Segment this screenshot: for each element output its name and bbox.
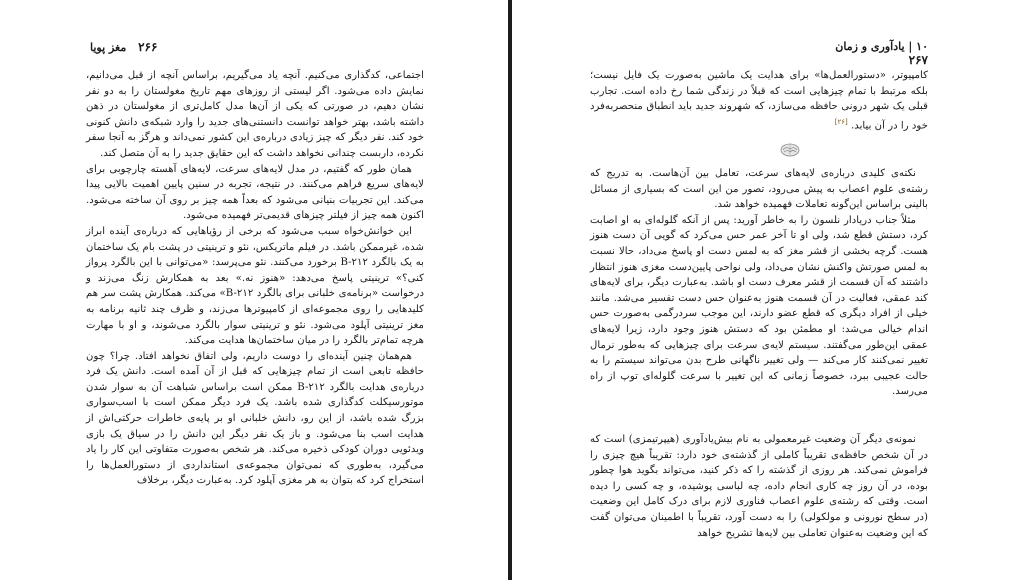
right-intro-paragraph	[590, 68, 928, 134]
right-intro-text	[590, 68, 928, 134]
right-running-head: ۱۰ | یادآوری و زمان	[835, 40, 928, 53]
left-paragraph-3: این خوانش‌خواه سبب می‌شود که برخی از رؤیاهایی که درباره‌ی آینده ابراز شده، غیرممکن باشد. در فیلم ماتریکس، نئو و ترینیتی در پشت بام یک ساختمان به یک بالگرد B-۲۱۲ برخورد می‌کنند. نئو می‌پرسد: «می‌توانی با این بالگرد پرواز کنی؟» ترینیتی پاسخ می‌دهد: «هنوز نه.» بعد به همکارش زنگ می‌زند و درخواست «برنامه‌ی خلبانی برای بالگرد B-۲۱۲» می‌کند. همکارش پشت سر هم کلیدهایی را روی مجموعه‌ای از کامپیوترها می‌زند، و ظرف چند ثانیه برنامه به مغز ترینیتی آپلود می‌شود. نئو و ترینیتی سوار بالگرد می‌شوند، و او با مهارت هرچه تمام‌تر بالگرد را در میان ساختمان‌ها هدایت می‌کند.	[86, 225, 424, 347]
right-closing-text	[590, 432, 928, 541]
left-paragraph-2: همان طور که گفتیم، در مدل لایه‌های سرعت، لایه‌های آهسته چارچوبی برای لایه‌های سریع فراهم می‌کنند. در نتیجه، تجربه در سنین پایین اهمیت بالایی پیدا می‌کند. این تجربیات بنیانی می‌شود که بعداً همه چیز بر روی آن ساخته می‌شود. اکنون همه چیز از فیلتر چیزهای قدیمی‌تر فهمیده می‌شود.	[86, 163, 424, 222]
left-paragraph-1: اجتماعی، کدگذاری می‌کنیم. آنچه یاد می‌گیریم، براساس آنچه از قبل می‌دانیم، نمایش داده می‌شود. اگر لیستی از روزهای مهم تاریخ مغولستان را به دو نفر نشان دهیم، در صورتی که یکی از آن‌ها مدل کامل‌تری از مغولستان در ذهن داشته باشد، بهتر خواهد توانست دانستنی‌های جدید را وارد شبکه‌ی دانش کنونی خود کند. نفر دیگر که چیز زیادی درباره‌ی این کشور نمی‌داند و هرگز به آنجا سفر نکرده، داربست چندانی نخواهد داشت که این حقایق جدید را به آن متصل کند.	[86, 70, 424, 159]
right-running-header	[812, 40, 932, 67]
brain-ornament-icon	[780, 143, 800, 157]
right-folio: ۲۶۷	[908, 53, 928, 67]
left-paragraph-4: هم‌همان چنین آینده‌ای را دوست داریم، ولی اتفاق نخواهد افتاد. چرا؟ چون حافظه تابعی است از تمام چیزهایی که قبل از آن آمده است. دانش یک فرد درباره‌ی هدایت بالگرد B-۲۱۲ ممکن است براساس شباهت آن به سوار شدن موتورسیکلت کدگذاری شده باشد. یک فرد دیگر ممکن است با اسب‌سواری بزرگ شده باشد، از این رو، دانش خلبانی او بر پایه‌ی خاطرات حرکتی‌اش از هدایت اسب بنا می‌شود. و باز یک نفر دیگر این دانش را در سیاق یک بازی ویدئویی دوران کودکی ذخیره می‌کند. هر شخص به‌صورت متفاوتی این کار را یاد می‌گیرد، به‌طوری که نمی‌توان مجموعه‌ی استانداردی از دستورالعمل‌ها را استخراج کرد که بتوان به هر مغزی آپلود کرد. به‌عبارت دیگر، برخلاف	[86, 350, 424, 487]
right-body-text	[590, 166, 928, 400]
left-running-header	[86, 40, 161, 56]
right-paragraph-2: مثلاً جناب دریادار نلسون را به خاطر آورید: پس از آنکه گلوله‌ای به او اصابت کرد، دستش قطع شد، ولی او تا آخر عمر حس می‌کرد که گویی آن دست هنوز هست. گرچه بخشی از قشر مغز که به لمس دست او پاسخ می‌داد، حالا نسبت به لمس صورتش واکنش نشان می‌داد، ولی نواحی پایین‌دست مغزی هنوز انتظار داشتند که آن قسمت از قشر معرف دست او باشد. به‌عبارت دیگر، برای لایه‌های کند عمقی، فعالیت در آن قسمت هنوز به‌عنوان حس دست تفسیر می‌شد. مانند خیلی از افراد دیگری که قطع عضو دارند، این موجب سردرگمی به‌صورت حس اندام خیالی می‌شد: او مطمئن بود که دستش هنوز وجود دارد، زیرا لایه‌های عمقی این‌طور می‌گفتند. سیستم لایه‌ی سرعت برای چیزهایی که به‌طور نرمال تغییر نمی‌کنند کار می‌کند — ولی تغییر ناگهانی طرح بدن می‌تواند سیستم را به حالت عجیبی ببرد، خصوصاً زمانی که این تغییر با سرعت گلوله‌ای توپ از راه می‌رسد.	[590, 214, 928, 398]
left-body-text	[86, 68, 424, 489]
left-running-head: مغز پویا	[90, 41, 127, 54]
right-paragraph-3: نمونه‌ی دیگر آن وضعیت غیرمعمولی به نام بیش‌یادآوری (هیپرتیمزی) است که در آن شخص حافظه‌ی تقریباً کاملی از گذشته‌ی خود دارد: تقریباً هیچ چیزی را فراموش نمی‌کند. هر روزی از گذشته را که ذکر کنید، می‌تواند بگوید هوا چطور بوده، در آن روز چه کاری انجام داده، چه لباسی پوشیده، و چه کسی را دیده است. وقتی که رشته‌ی علوم اعصاب فناوری لازم برای درک کامل این وضعیت (در سطح نورونی و مولکولی) را به دست آورد، تقریباً با اطمینان می‌توان گفت که این وضعیت به‌عنوان تعاملی بین لایه‌ها تشریح خواهد	[590, 434, 928, 539]
left-folio: ۲۶۶	[138, 40, 158, 54]
left-page	[0, 0, 508, 580]
right-intro-sentence: کامپیوتر، «دستورالعمل‌ها» برای هدایت یک ماشین به‌صورت یک فایل نیست؛ بلکه مرتبط با تمام چیزهایی است که قبلاً در زندگی شما رخ داده است. تجارب قبلی یک شهر درونی حافظه می‌سازد، که شهروند جدید باید انطباق منحصربه‌فرد خود را در آن بیابد.	[590, 70, 928, 132]
footnote-reference: [۲۶]	[834, 117, 848, 126]
right-paragraph-1: نکته‌ی کلیدی درباره‌ی لایه‌های سرعت، تعامل بین آن‌هاست. به تدریج که رشته‌ی علوم اعصاب به پیش می‌رود، تصور من این است که بسیاری از مسائل بالینی براساس این‌گونه تعاملات فهمیده خواهد شد.	[590, 168, 928, 211]
